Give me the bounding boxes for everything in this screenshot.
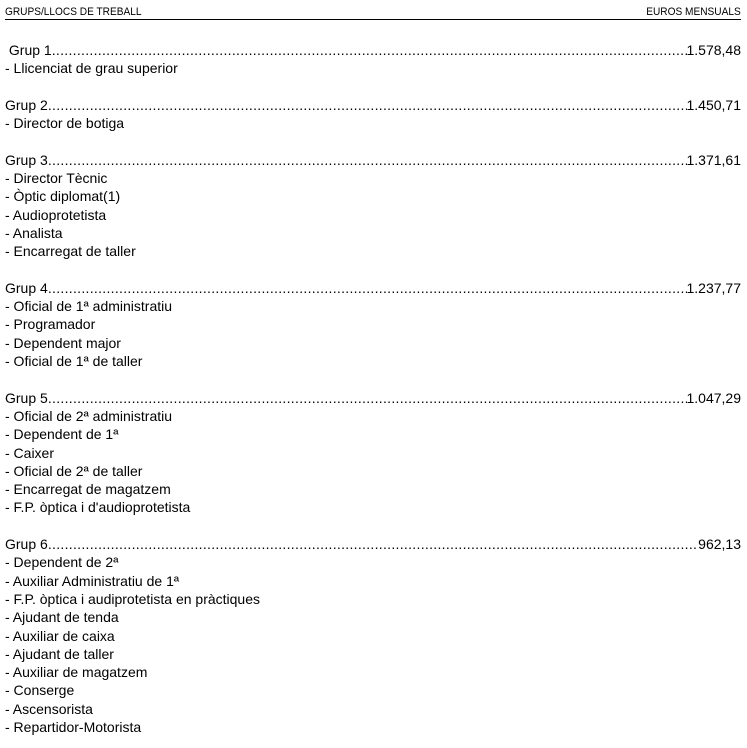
group-salary: 962,13 <box>698 536 741 553</box>
job-position-item: - Dependent de 1ª <box>5 426 119 443</box>
group-salary: 1.047,29 <box>686 389 741 406</box>
job-position-item: - Auxiliar de caixa <box>5 627 115 644</box>
spacer <box>5 370 741 388</box>
job-position-item: - Oficial de 2ª administratiu <box>5 407 173 424</box>
dot-leader <box>48 389 687 407</box>
job-position-item: - Encarregat de magatzem <box>5 481 171 498</box>
job-position-item: - Ajudant de tenda <box>5 609 119 626</box>
job-position-item: - Auxiliar Administratiu de 1ª <box>5 572 180 589</box>
group-label: Grup 3 <box>5 151 48 168</box>
job-position-item: - Programador <box>5 316 96 333</box>
job-position-item: - Director Tècnic <box>5 170 108 187</box>
job-position-item: - Llicenciat de grau superior <box>5 60 178 77</box>
group-row <box>5 151 741 169</box>
job-position-item: - Caixer <box>5 444 55 461</box>
group-salary: 1.237,77 <box>686 279 741 296</box>
group-label: Grup 5 <box>5 389 48 406</box>
job-position-item: - Oficial de 2ª de taller <box>5 462 143 479</box>
group-row <box>5 279 741 297</box>
job-position-item: - Dependent major <box>5 334 121 351</box>
job-position-item: - Conserge <box>5 682 75 699</box>
spacer <box>5 132 741 150</box>
group-row <box>5 96 741 114</box>
group-salary: 1.450,71 <box>686 96 741 113</box>
header-groups-label: GRUPS/LLOCS DE TREBALL <box>5 6 142 18</box>
dot-leader <box>48 535 698 553</box>
job-position-item: - Oficial de 1ª de taller <box>5 353 143 370</box>
dot-leader <box>52 41 687 59</box>
job-position-item: - F.P. òptica i d'audioprotetista <box>5 499 191 516</box>
job-position-item: - Encarregat de taller <box>5 243 136 260</box>
group-label: Grup 4 <box>5 279 48 296</box>
job-position-item: - F.P. òptica i audiprotetista en pràctiques <box>5 590 261 607</box>
job-position-item: - Ascensorista <box>5 700 93 717</box>
salary-groups-list <box>5 41 741 736</box>
spacer <box>5 78 741 96</box>
dot-leader <box>48 96 687 114</box>
job-position-item: - Òptic diplomat(1) <box>5 188 121 205</box>
job-position-item: - Analista <box>5 224 63 241</box>
job-position-item: - Repartidor-Motorista <box>5 718 142 735</box>
group-salary: 1.371,61 <box>686 151 741 168</box>
job-position-item: - Oficial de 1ª administratiu <box>5 298 173 315</box>
header-euros-label: EUROS MENSUALS <box>646 6 741 18</box>
job-position-item: - Auxiliar de magatzem <box>5 664 148 681</box>
spacer <box>5 517 741 535</box>
dot-leader <box>48 279 687 297</box>
dot-leader <box>48 151 687 169</box>
job-position-item: - Dependent de 2ª <box>5 554 119 571</box>
spacer <box>5 261 741 279</box>
job-position-item: - Audioprotetista <box>5 206 107 223</box>
group-label: Grup 2 <box>5 96 48 113</box>
job-position-item: - Ajudant de taller <box>5 645 114 662</box>
table-header <box>5 6 741 20</box>
group-row <box>5 41 741 59</box>
group-label: Grup 1 <box>5 42 52 58</box>
group-row <box>5 389 741 407</box>
group-row <box>5 535 741 553</box>
job-position-item: - Director de botiga <box>5 115 125 132</box>
group-salary: 1.578,48 <box>686 42 741 58</box>
group-label: Grup 6 <box>5 536 48 553</box>
